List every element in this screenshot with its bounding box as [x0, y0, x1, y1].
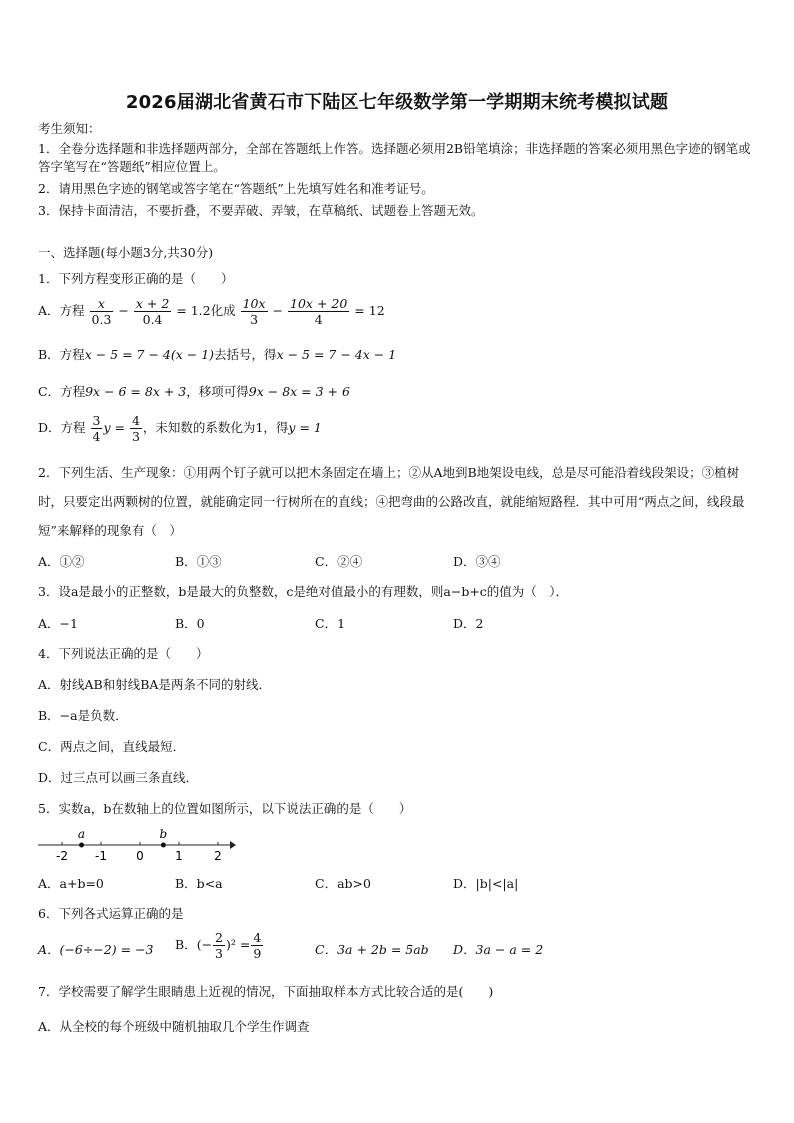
equation-rhs: = 1.2化成: [176, 303, 236, 318]
option-text: ，得: [263, 420, 289, 435]
fraction: $\frac{x + 2}{0.4}$: [135, 296, 170, 327]
option-d-text: D．3a − a = 2: [453, 942, 544, 957]
fraction: $\frac{3}{4}$: [92, 413, 101, 444]
page-title: 2026届湖北省黄石市下陆区七年级数学第一学期期末统考模拟试题: [125, 92, 669, 113]
axis-tick-label: 0: [136, 849, 144, 863]
question-4-option-a: A．射线AB和射线BA是两条不同的射线．: [38, 677, 271, 692]
option-c-text: C．3a + 2b = 5ab: [315, 942, 429, 957]
fraction: $\frac{2}{3}$: [215, 930, 223, 961]
fraction: $\frac{4}{3}$: [131, 413, 140, 444]
option-text: ，未知数的系数化为: [142, 420, 256, 435]
question-3-option-a: A．−1: [38, 616, 78, 631]
question-6-option-c: [315, 940, 429, 958]
axis-arrow-icon: [230, 841, 236, 849]
point-a: [79, 843, 84, 848]
question-3-option-d: D．2: [453, 616, 484, 631]
number-line-diagram: [38, 826, 238, 866]
fraction: $\frac{10x + 20}{4}$: [290, 296, 348, 327]
option-c-label: C．方程: [38, 384, 86, 399]
question-4-stem: 4．下列说法正确的是（ ）: [38, 646, 209, 661]
question-5-option-d: D．|b|<|a|: [453, 876, 519, 891]
option-b-label: B．方程: [38, 347, 85, 362]
fraction: $\frac{x}{0.3}$: [91, 296, 112, 327]
point-b-label: b: [159, 827, 168, 841]
option-a-label: A．方程: [38, 303, 85, 318]
notice-item-3: 3．保持卡面清洁，不要折叠，不要弄破、弄皱，在草稿纸、试题卷上答题无效。: [38, 203, 484, 218]
section-heading: 一、选择题(每小题3分,共30分): [38, 245, 214, 260]
question-2-option-b: B．①③: [175, 554, 222, 569]
paren: (−: [196, 937, 213, 952]
question-2-stem: 2．下列生活、生产现象：①用两个钉子就可以把木条固定在墙上；②从A地到B地架设电线，总是尽可能沿着线段架设；③植树时，只要定出两颗树的位置，就能确定同一行树所在的直线；④把弯曲的公路改直，就能缩短路程．其中可用“两点之间，线段最短”来解释的现象有（ ）: [38, 465, 745, 538]
notice-item-2: 2．请用黑色字迹的钢笔或答字笔在“答题纸”上先填写姓名和准考证号。: [38, 181, 434, 196]
question-5-option-a: A．a+b=0: [38, 876, 104, 891]
axis-tick-label: 2: [214, 849, 222, 863]
equation: y = 1: [288, 420, 322, 435]
question-7-stem: 7．学校需要了解学生眼睛患上近视的情况，下面抽取样本方式比较合适的是( ): [38, 984, 494, 999]
question-6-option-a: [38, 940, 153, 958]
axis-tick-label: 1: [175, 849, 183, 863]
question-1-stem: 1．下列方程变形正确的是（ ）: [38, 271, 234, 286]
equation: 9x − 8x = 3 + 6: [248, 384, 350, 399]
question-5-stem: 5．实数a，b在数轴上的位置如图所示，以下说法正确的是（ ）: [38, 801, 412, 816]
minus-sign: −: [118, 303, 129, 318]
equation-rhs: = 12: [354, 303, 385, 318]
question-6-option-d: [453, 940, 543, 958]
question-6-option-b: [175, 930, 264, 961]
question-2-option-c: C．②④: [315, 554, 363, 569]
question-5-option-c: C．ab>0: [315, 876, 371, 891]
notice-heading: 考生须知：: [38, 121, 101, 136]
question-2-option-d: D．③④: [453, 554, 501, 569]
equation: x − 5 = 7 − 4(x − 1): [84, 347, 215, 362]
number: 1: [255, 420, 264, 435]
question-1-option-a: [38, 296, 385, 327]
axis-tick-label: -2: [56, 849, 68, 863]
question-3-option-c: C．1: [315, 616, 346, 631]
question-2-option-a: A．①②: [38, 554, 85, 569]
question-1-option-c: [38, 383, 350, 401]
fraction: $\frac{4}{9}$: [253, 930, 262, 961]
question-6-stem: 6．下列各式运算正确的是: [38, 906, 184, 921]
notice-item-1: 1．全卷分选择题和非选择题两部分，全部在答题纸上作答。选择题必须用2B铅笔填涂；非选择题的答案必须用黑色字迹的钢笔或答字笔写在“答题纸”相应位置上。: [38, 141, 751, 174]
option-text: ，移项可得: [186, 384, 249, 399]
question-4-option-d: D．过三点可以画三条直线．: [38, 770, 199, 785]
point-a-label: a: [77, 827, 86, 841]
question-3-stem: 3．设a是最小的正整数，b是最大的负整数，c是绝对值最小的有理数，则a−b+c的值为（ ）．: [38, 584, 569, 599]
equation: x − 5 = 7 − 4x − 1: [276, 347, 397, 362]
question-4-option-b: B．−a是负数．: [38, 708, 128, 723]
question-5-option-b: B．b<a: [175, 876, 223, 891]
axis-tick-label: -1: [95, 849, 107, 863]
question-1-option-d: [38, 413, 322, 444]
fraction: $\frac{10x}{3}$: [242, 296, 266, 327]
question-1-option-b: [38, 346, 396, 364]
option-a-text: A．(−6÷−2) = −3: [38, 942, 154, 957]
question-4-option-c: C．两点之间，直线最短．: [38, 739, 186, 754]
question-7-option-a: A．从全校的每个班级中随机抽取几个学生作调查: [38, 1019, 310, 1034]
minus-sign: −: [272, 303, 284, 318]
option-text: 去括号，得: [214, 347, 277, 362]
equation: y =: [103, 420, 125, 435]
point-b: [161, 843, 166, 848]
equation: 9x − 6 = 8x + 3: [85, 384, 187, 399]
exponent: )² =: [226, 937, 251, 952]
option-b-label: B．: [175, 937, 197, 952]
question-3-option-b: B．0: [175, 616, 205, 631]
option-d-label: D．方程: [38, 420, 86, 435]
